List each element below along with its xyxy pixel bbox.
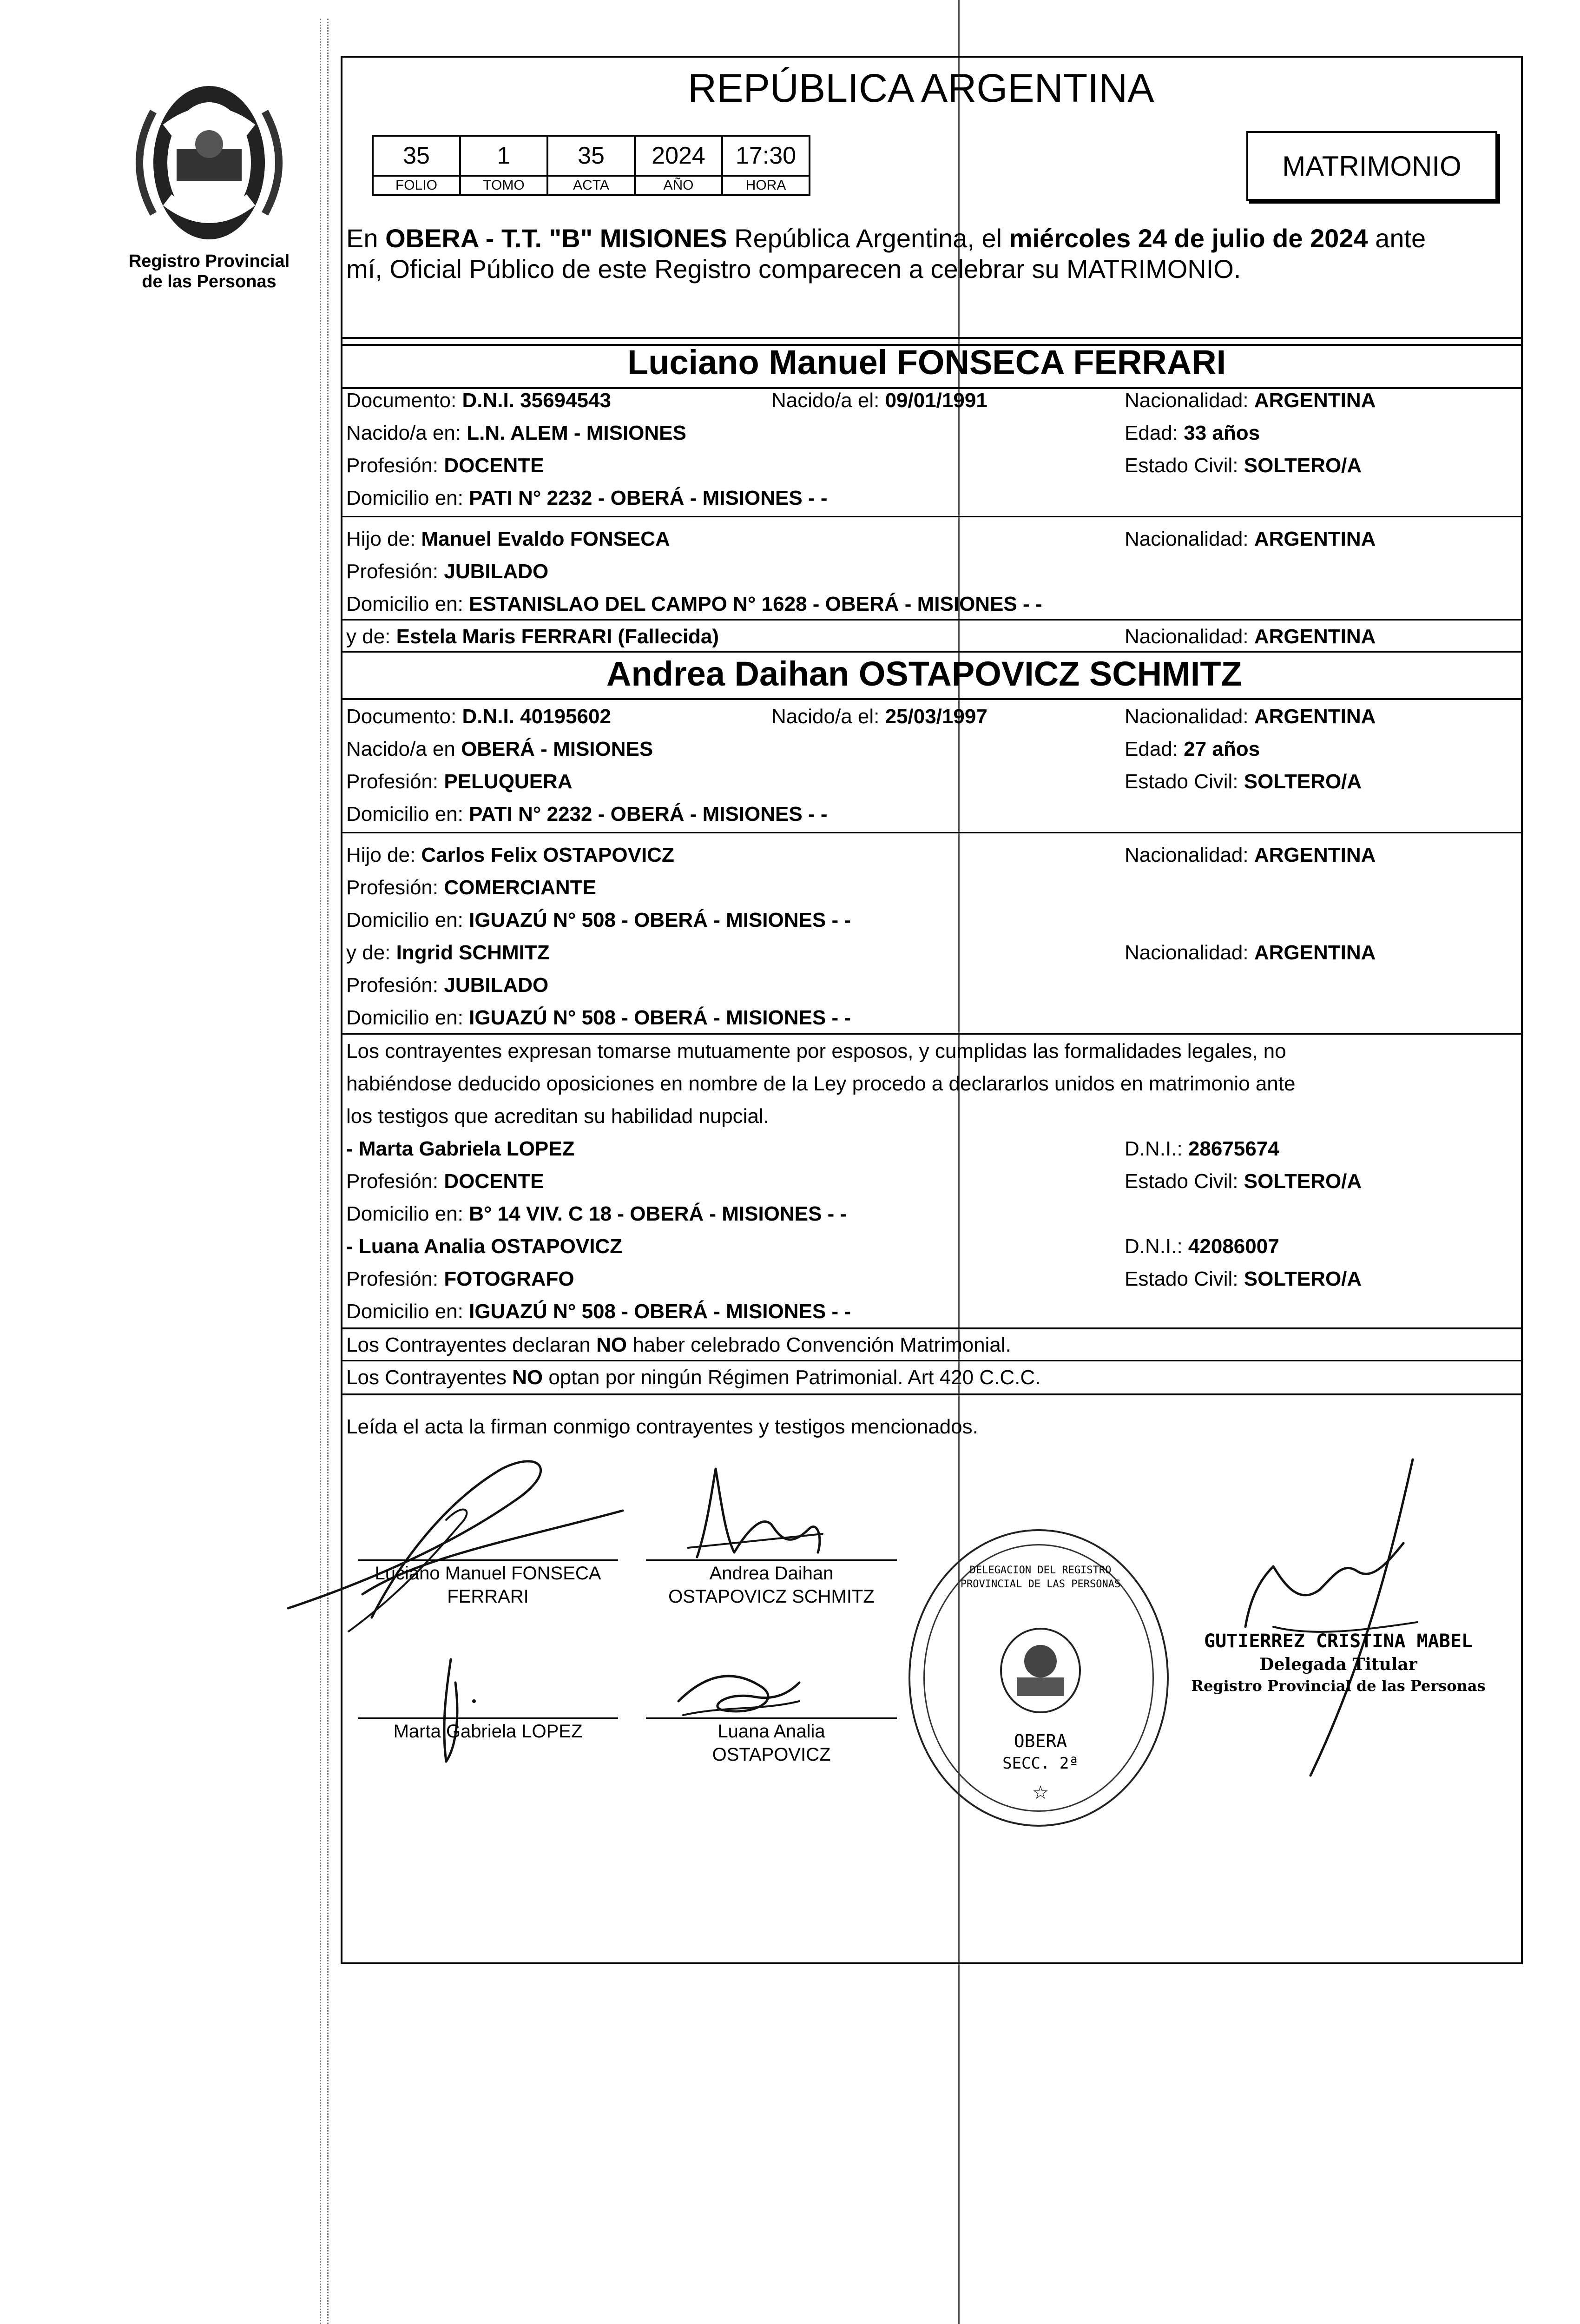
official-stamp-text [1162, 1629, 1515, 1696]
spouse1-madre-nacionalidad: Nacionalidad: ARGENTINA [1125, 625, 1376, 648]
divider-10 [342, 1360, 1521, 1361]
spouse1-madre: y de: Estela Maris FERRARI (Fallecida) [346, 625, 719, 648]
margin-dots-inner [327, 19, 329, 2324]
intro-line1: En OBERA - T.T. "B" MISIONES República Argentina, el miércoles 24 de julio de 2024 ante [346, 224, 1426, 253]
spouse2-profesion: Profesión: PELUQUERA [346, 770, 573, 793]
spouse2-madre: y de: Ingrid SCHMITZ [346, 941, 550, 964]
star-icon: ☆ [1032, 1783, 1049, 1803]
official-stamp [908, 1529, 1169, 1827]
sig-label-4: Luana Analia OSTAPOVICZ [712, 1721, 831, 1765]
divider-9 [342, 1327, 1521, 1329]
header-title: REPÚBLICA ARGENTINA [688, 66, 1154, 111]
record-cells [372, 135, 810, 196]
acta-label: ACTA [547, 176, 635, 195]
stamp-center: OBERA [1014, 1731, 1067, 1751]
witness1-domicilio: Domicilio en: B° 14 VIV. C 18 - OBERÁ - MISIONES - - [346, 1202, 847, 1225]
hora-label: HORA [722, 176, 810, 195]
spouse1-name: Luciano Manuel FONSECA FERRARI [627, 343, 1226, 382]
spouse1-estado: Estado Civil: SOLTERO/A [1125, 454, 1362, 477]
divider-7 [342, 832, 1521, 833]
divider-11 [342, 1393, 1521, 1395]
registry-caption [112, 251, 307, 292]
signature-andrea-icon [669, 1459, 836, 1566]
intro-line2: mí, Oficial Público de este Registro comparecen a celebrar su MATRIMONIO. [346, 254, 1241, 284]
spouse1-documento: Documento: D.N.I. 35694543 [346, 389, 611, 412]
tomo-value: 1 [460, 136, 547, 176]
spouse1-padre-nacionalidad: Nacionalidad: ARGENTINA [1125, 528, 1376, 550]
witness1-dni: D.N.I.: 28675674 [1125, 1137, 1279, 1160]
sig-line-1 [358, 1559, 618, 1561]
spouse1-edad: Edad: 33 años [1125, 422, 1260, 444]
divider-1 [342, 337, 1521, 339]
spouse2-documento: Documento: D.N.I. 40195602 [346, 705, 611, 728]
spouse2-name: Andrea Daihan OSTAPOVICZ SCHMITZ [606, 654, 1242, 693]
anio-label: AÑO [635, 176, 722, 195]
sig-label-2: Andrea Daihan OSTAPOVICZ SCHMITZ [668, 1563, 875, 1607]
doc-type-box [1246, 131, 1497, 201]
spouse2-domicilio: Domicilio en: PATI N° 2232 - OBERÁ - MISIONES - - [346, 803, 828, 825]
registry-logo [116, 74, 302, 251]
spouse1-nacionalidad: Nacionalidad: ARGENTINA [1125, 389, 1376, 412]
spouse1-padre: Hijo de: Manuel Evaldo FONSECA [346, 528, 670, 550]
spouse1-profesion: Profesión: DOCENTE [346, 454, 544, 477]
acta-value: 35 [547, 136, 635, 176]
misiones-seal-icon [116, 74, 302, 251]
declaration-line2: habiéndose deducido oposiciones en nombre de la Ley procedo a declararlos unidos en matrimonio ante [346, 1072, 1296, 1095]
spouse2-padre-profesion: Profesión: COMERCIANTE [346, 876, 596, 899]
signature-official-icon [1218, 1450, 1441, 1785]
official-role: Delegada Titular [1259, 1655, 1417, 1674]
spouse2-nacido-el: Nacido/a el: 25/03/1997 [771, 705, 988, 728]
folio-label: FOLIO [373, 176, 460, 195]
sig-label-1: Luciano Manuel FONSECA FERRARI [375, 1563, 601, 1607]
official-org: Registro Provincial de las Personas [1191, 1677, 1486, 1695]
doc-type: MATRIMONIO [1282, 150, 1462, 182]
spouse1-domicilio: Domicilio en: PATI N° 2232 - OBERÁ - MISIONES - - [346, 487, 828, 509]
divider-4 [342, 619, 1521, 621]
spouse2-nacido-en: Nacido/a en OBERÁ - MISIONES [346, 738, 653, 760]
spouse1-padre-domicilio: Domicilio en: ESTANISLAO DEL CAMPO N° 1628 - OBERÁ - MISIONES - - [346, 593, 1042, 615]
official-name: GUTIERREZ CRISTINA MABEL [1204, 1631, 1473, 1652]
witness1-profesion: Profesión: DOCENTE [346, 1170, 544, 1193]
declaration-line3: los testigos que acreditan su habilidad nupcial. [346, 1105, 769, 1128]
signature-luana-icon [669, 1664, 809, 1729]
stamp-ring-text: DELEGACION DEL REGISTRO PROVINCIAL DE LAS PERSONAS [960, 1565, 1121, 1590]
margin-dots-outer [320, 19, 321, 2324]
witness2-domicilio: Domicilio en: IGUAZÚ N° 508 - OBERÁ - MISIONES - - [346, 1300, 851, 1323]
divider-6 [342, 698, 1521, 700]
tomo-label: TOMO [460, 176, 547, 195]
spouse2-madre-profesion: Profesión: JUBILADO [346, 974, 549, 997]
sig-line-4 [646, 1717, 897, 1719]
spouse1-padre-profesion: Profesión: JUBILADO [346, 560, 549, 583]
stamp-emblem-icon [994, 1624, 1087, 1717]
signature-marta-icon [400, 1655, 493, 1776]
spouse2-estado: Estado Civil: SOLTERO/A [1125, 770, 1362, 793]
spouse2-padre: Hijo de: Carlos Felix OSTAPOVICZ [346, 844, 674, 866]
declaration-line1: Los contrayentes expresan tomarse mutuamente por esposos, y cumplidas las formalidades legales, no [346, 1040, 1286, 1063]
divider-3 [342, 516, 1521, 517]
spouse2-madre-domicilio: Domicilio en: IGUAZÚ N° 508 - OBERÁ - MISIONES - - [346, 1006, 851, 1029]
folio-value: 35 [373, 136, 460, 176]
anio-value: 2024 [635, 136, 722, 176]
witness2-profesion: Profesión: FOTOGRAFO [346, 1268, 574, 1290]
witness1-name: - Marta Gabriela LOPEZ [346, 1137, 575, 1160]
witness2-dni: D.N.I.: 42086007 [1125, 1235, 1279, 1258]
witness2-name: - Luana Analia OSTAPOVICZ [346, 1235, 623, 1258]
closing-text: Leída el acta la firman conmigo contrayentes y testigos mencionados. [346, 1415, 978, 1438]
convenio-line1: Los Contrayentes declaran NO haber celebrado Convención Matrimonial. [346, 1334, 1011, 1356]
spouse2-nacionalidad: Nacionalidad: ARGENTINA [1125, 705, 1376, 728]
spouse1-nacido-el: Nacido/a el: 09/01/1991 [771, 389, 988, 412]
signature-luciano-icon [279, 1441, 651, 1641]
divider-8 [342, 1033, 1521, 1035]
spouse2-edad: Edad: 27 años [1125, 738, 1260, 760]
registry-caption-line2: de las Personas [142, 272, 276, 291]
spouse2-madre-nacionalidad: Nacionalidad: ARGENTINA [1125, 941, 1376, 964]
convenio-line2: Los Contrayentes NO optan por ningún Régimen Patrimonial. Art 420 C.C.C. [346, 1366, 1041, 1389]
divider-5 [342, 651, 1521, 653]
sig-line-3 [358, 1717, 618, 1719]
sig-label-3: Marta Gabriela LOPEZ [393, 1721, 583, 1742]
hora-value: 17:30 [722, 136, 810, 176]
witness2-estado: Estado Civil: SOLTERO/A [1125, 1268, 1362, 1290]
sig-line-2 [646, 1559, 897, 1561]
spouse1-nacido-en: Nacido/a en: L.N. ALEM - MISIONES [346, 422, 686, 444]
witness1-estado: Estado Civil: SOLTERO/A [1125, 1170, 1362, 1193]
spouse2-padre-nacionalidad: Nacionalidad: ARGENTINA [1125, 844, 1376, 866]
stamp-sub: SECC. 2ª [1002, 1754, 1079, 1773]
registry-caption-line1: Registro Provincial [128, 251, 290, 271]
spouse2-padre-domicilio: Domicilio en: IGUAZÚ N° 508 - OBERÁ - MISIONES - - [346, 909, 851, 931]
